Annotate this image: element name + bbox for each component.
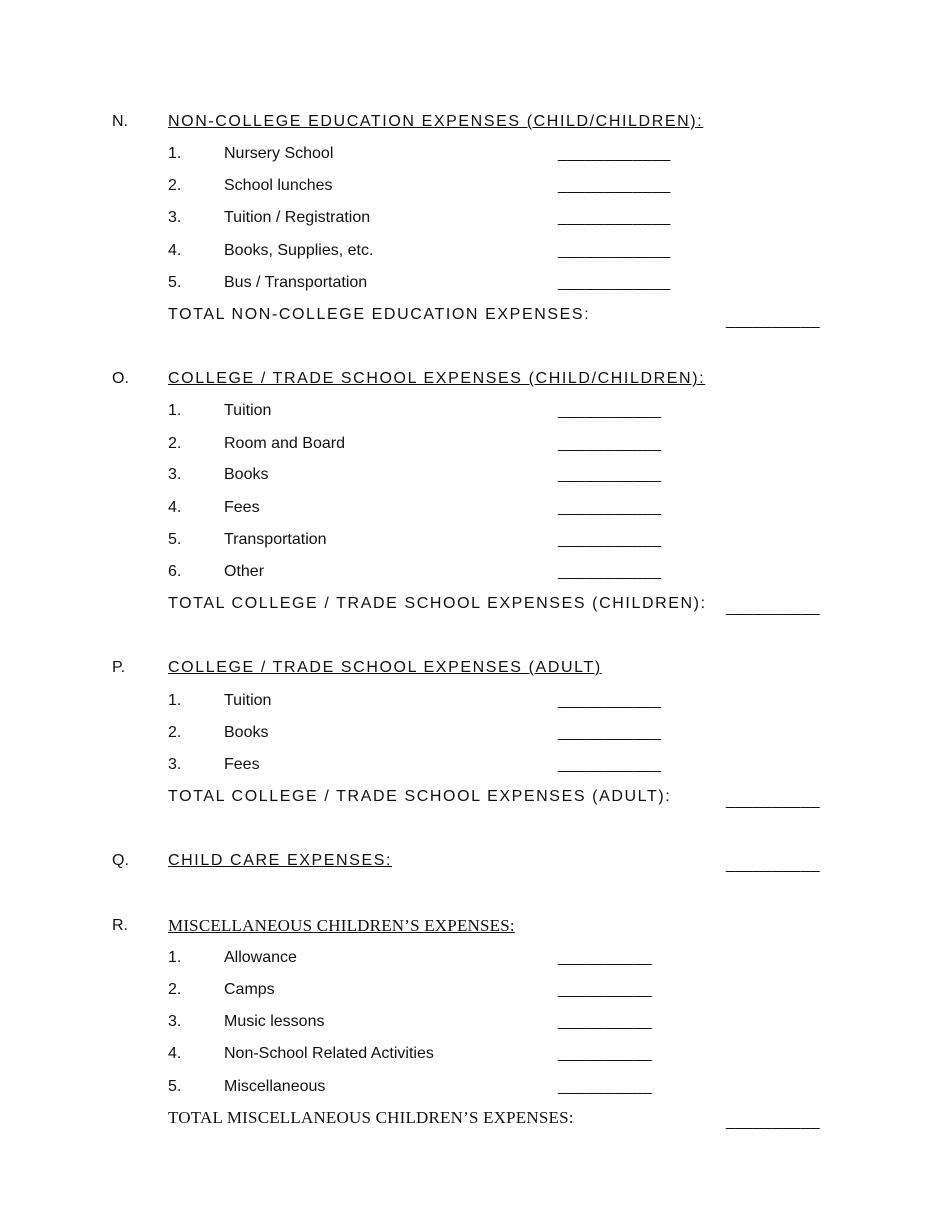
item-label: Transportation bbox=[224, 531, 327, 548]
item-label: School lunches bbox=[224, 177, 333, 194]
item-number: 5. bbox=[168, 1078, 182, 1095]
item-label: Books bbox=[224, 466, 269, 483]
amount-blank[interactable]: ____________ bbox=[558, 145, 671, 162]
item-number: 4. bbox=[168, 242, 182, 259]
total-label: TOTAL COLLEGE / TRADE SCHOOL EXPENSES (CHILDREN): bbox=[168, 595, 707, 612]
section-heading: COLLEGE / TRADE SCHOOL EXPENSES (CHILD/CHILDREN): bbox=[168, 370, 706, 387]
section-letter: Q. bbox=[112, 852, 129, 869]
item-label: Non-School Related Activities bbox=[224, 1045, 434, 1062]
item-number: 3. bbox=[168, 756, 182, 773]
item-label: Camps bbox=[224, 981, 275, 998]
section-heading: MISCELLANEOUS CHILDREN’S EXPENSES: bbox=[168, 916, 515, 935]
item-label: Miscellaneous bbox=[224, 1078, 326, 1095]
item-number: 2. bbox=[168, 981, 182, 998]
total-label: TOTAL NON-COLLEGE EDUCATION EXPENSES: bbox=[168, 306, 591, 323]
item-label: Nursery School bbox=[224, 145, 334, 162]
item-label: Music lessons bbox=[224, 1013, 325, 1030]
item-number: 1. bbox=[168, 949, 182, 966]
item-number: 4. bbox=[168, 1045, 182, 1062]
item-label: Allowance bbox=[224, 949, 297, 966]
item-label: Fees bbox=[224, 499, 260, 516]
item-number: 2. bbox=[168, 177, 182, 194]
amount-blank[interactable]: __________ bbox=[558, 1045, 652, 1062]
item-number: 1. bbox=[168, 692, 182, 709]
item-label: Books bbox=[224, 724, 269, 741]
section-letter: R. bbox=[112, 917, 128, 934]
item-label: Fees bbox=[224, 756, 260, 773]
total-blank[interactable]: __________ bbox=[726, 599, 820, 616]
item-number: 2. bbox=[168, 435, 182, 452]
item-label: Other bbox=[224, 563, 265, 580]
amount-blank[interactable]: ___________ bbox=[558, 563, 662, 580]
item-number: 2. bbox=[168, 724, 182, 741]
section-heading: CHILD CARE EXPENSES: bbox=[168, 852, 393, 869]
item-number: 1. bbox=[168, 402, 182, 419]
item-number: 4. bbox=[168, 499, 182, 516]
total-blank[interactable]: __________ bbox=[726, 312, 820, 329]
item-label: Tuition / Registration bbox=[224, 209, 371, 226]
item-number: 3. bbox=[168, 1013, 182, 1030]
amount-blank[interactable]: ___________ bbox=[558, 499, 662, 516]
amount-blank[interactable]: __________ bbox=[558, 981, 652, 998]
amount-blank[interactable]: ___________ bbox=[558, 692, 662, 709]
item-number: 1. bbox=[168, 145, 182, 162]
item-label: Bus / Transportation bbox=[224, 274, 368, 291]
amount-blank[interactable]: ____________ bbox=[558, 274, 671, 291]
item-number: 5. bbox=[168, 531, 182, 548]
item-label: Tuition bbox=[224, 692, 272, 709]
section-letter: P. bbox=[112, 659, 126, 676]
amount-blank[interactable]: ____________ bbox=[558, 242, 671, 259]
item-label: Tuition bbox=[224, 402, 272, 419]
amount-blank[interactable]: ____________ bbox=[558, 209, 671, 226]
section-heading: COLLEGE / TRADE SCHOOL EXPENSES (ADULT) bbox=[168, 659, 602, 676]
amount-blank[interactable]: ___________ bbox=[558, 466, 662, 483]
amount-blank[interactable]: ____________ bbox=[558, 177, 671, 194]
section-letter: O. bbox=[112, 370, 129, 387]
amount-blank[interactable]: __________ bbox=[558, 1013, 652, 1030]
amount-blank[interactable]: ___________ bbox=[558, 756, 662, 773]
amount-blank[interactable]: __________ bbox=[558, 1078, 652, 1095]
total-blank[interactable]: __________ bbox=[726, 856, 820, 873]
amount-blank[interactable]: ___________ bbox=[558, 724, 662, 741]
item-number: 3. bbox=[168, 466, 182, 483]
amount-blank[interactable]: ___________ bbox=[558, 402, 662, 419]
total-label: TOTAL MISCELLANEOUS CHILDREN’S EXPENSES: bbox=[168, 1108, 574, 1127]
item-number: 6. bbox=[168, 563, 182, 580]
total-label: TOTAL COLLEGE / TRADE SCHOOL EXPENSES (ADULT): bbox=[168, 788, 672, 805]
amount-blank[interactable]: ___________ bbox=[558, 435, 662, 452]
item-label: Room and Board bbox=[224, 435, 345, 452]
amount-blank[interactable]: __________ bbox=[558, 949, 652, 966]
item-number: 5. bbox=[168, 274, 182, 291]
amount-blank[interactable]: ___________ bbox=[558, 531, 662, 548]
total-blank[interactable]: __________ bbox=[726, 792, 820, 809]
section-heading: NON-COLLEGE EDUCATION EXPENSES (CHILD/CHILDREN): bbox=[168, 113, 704, 130]
item-label: Books, Supplies, etc. bbox=[224, 242, 374, 259]
total-blank[interactable]: __________ bbox=[726, 1113, 820, 1130]
section-letter: N. bbox=[112, 113, 128, 130]
item-number: 3. bbox=[168, 209, 182, 226]
